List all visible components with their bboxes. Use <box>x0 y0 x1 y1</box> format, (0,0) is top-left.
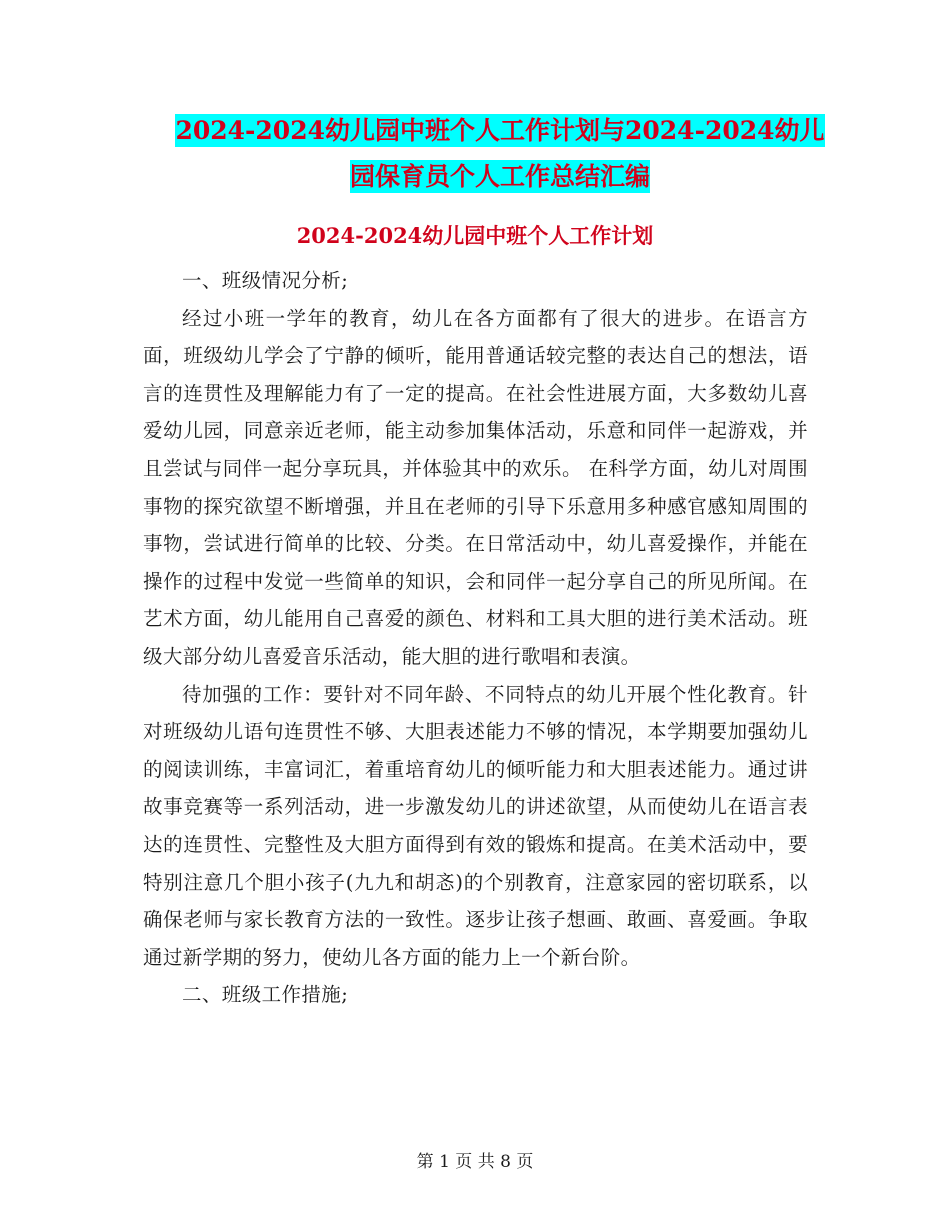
paragraph: 待加强的工作：要针对不同年龄、不同特点的幼儿开展个性化教育。针对班级幼儿语句连贯性不够、大胆表述能力不够的情况，本学期要加强幼儿的阅读训练，丰富词汇，着重培育幼儿的倾听能力和大胆表述能力。通过讲故事竞赛等一系列活动，进一步激发幼儿的讲述欲望，从而使幼儿在语言表达的连贯性、完整性及大胆方面得到有效的锻炼和提高。在美术活动中，要特别注意几个胆小孩子(九九和胡忞)的个别教育，注意家园的密切联系，以确保老师与家长教育方法的一致性。逐步让孩子想画、敢画、喜爱画。争取通过新学期的努力，使幼儿各方面的能力上一个新台阶。 <box>143 682 808 969</box>
paragraph-heading-1: 一、班级情况分析; <box>182 269 349 292</box>
section-title: 2024-2024幼儿园中班个人工作计划 <box>296 223 654 248</box>
document-title-line-2: 园保育员个人工作总结汇编 <box>349 162 650 191</box>
paragraph: 经过小班一学年的教育，幼儿在各方面都有了很大的进步。在语言方面，班级幼儿学会了宁静的倾听，能用普通话较完整的表达自己的想法，语言的连贯性及理解能力有了一定的提高。在社会性进展方面，大多数幼儿喜爱幼儿园，同意亲近老师，能主动参加集体活动，乐意和同伴一起游戏，并且尝试与同伴一起分享玩具，并体验其中的欢乐。 在科学方面，幼儿对周围事物的探究欲望不断增强，并且在老师的引导下乐意用多种感官感知周围的事物，尝试进行简单的比较、分类。在日常活动中，幼儿喜爱操作，并能在操作的过程中发觉一些简单的知识，会和同伴一起分享自己的所见所闻。在艺术方面，幼儿能用自己喜爱的颜色、材料和工具大胆的进行美术活动。班级大部分幼儿喜爱音乐活动，能大胆的进行歌唱和表演。 <box>143 306 808 668</box>
document-body <box>143 262 808 1014</box>
page-footer: 第 1 页 共 8 页 <box>416 1152 534 1172</box>
document-title-line-1: 2024-2024幼儿园中班个人工作计划与2024-2024幼儿 <box>175 116 825 145</box>
document-title <box>140 108 860 200</box>
paragraph-heading-2: 二、班级工作措施; <box>182 983 349 1007</box>
